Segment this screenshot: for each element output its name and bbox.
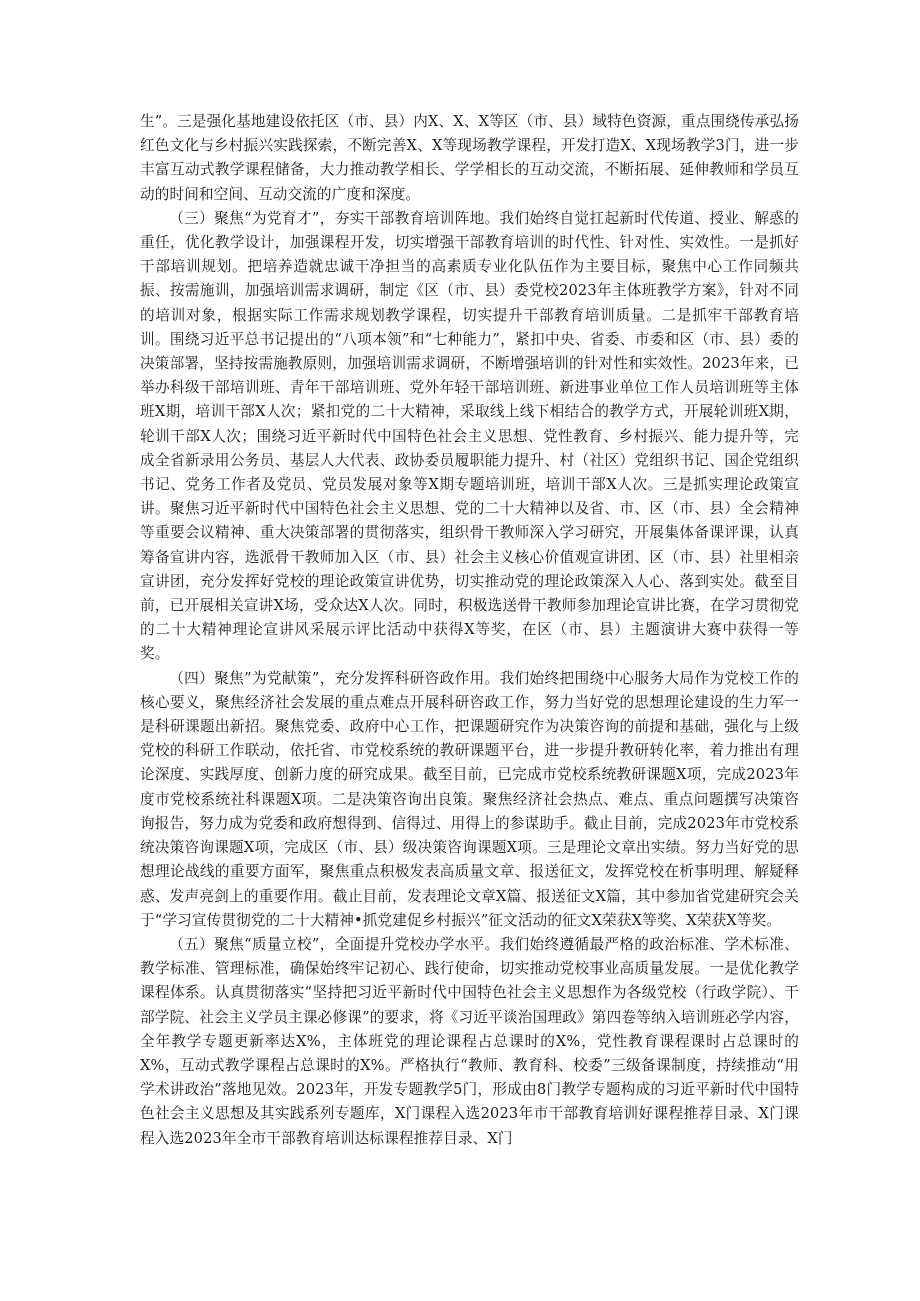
document-body xyxy=(140,110,799,1151)
paragraph-section-3: （三）聚焦“为党育才”，夯实干部教育培训阵地。我们始终自觉扛起新时代传道、授业、解惑的重任，优化教学设计，加强课程开发，切实增强干部教育培训的时代性、针对性、实效性。一是抓好干部培训规划。把培养造就忠诚干净担当的高素质专业化队伍作为主要目标，聚焦中心工作同频共振、按需施训，加强培训需求调研，制定《区（市、县）委党校2023年主体班教学方案》，针对不同的培训对象，根据实际工作需求规划教学课程，切实提升干部教育培训质量。二是抓牢干部教育培训。围绕习近平总书记提出的“八项本领”和“七种能力”，紧扣中央、省委、市委和区（市、县）委的决策部署，坚持按需施教原则，加强培训需求调研，不断增强培训的针对性和实效性。2023年来，已举办科级干部培训班、青年干部培训班、党外年轻干部培训班、新进事业单位工作人员培训班等主体班X期，培训干部X人次；紧扣党的二十大精神，采取线上线下相结合的教学方式，开展轮训班X期，轮训干部X人次；围绕习近平新时代中国特色社会主义思想、党性教育、乡村振兴、能力提升等，完成全省新录用公务员、基层人大代表、政协委员履职能力提升、村（社区）党组织书记、国企党组织书记、党务工作者及党员、党员发展对象等X期专题培训班，培训干部X人次。三是抓实理论政策宣讲。聚焦习近平新时代中国特色社会主义思想、党的二十大精神以及省、市、区（市、县）全会精神等重要会议精神、重大决策部署的贯彻落实，组织骨干教师深入学习研究，开展集体备课评课，认真筹备宣讲内容，选派骨干教师加入区（市、县）社会主义核心价值观宣讲团、区（市、县）社里相亲宣讲团，充分发挥好党校的理论政策宣讲优势，切实推动党的理论政策深入人心、落到实处。截至目前，已开展相关宣讲X场，受众达X人次。同时，积极选送骨干教师参加理论宣讲比赛，在学习贯彻党的二十大精神理论宣讲风采展示评比活动中获得X等奖，在区（市、县）主题演讲大赛中获得一等奖。 xyxy=(140,209,799,663)
paragraph-continuation: 生”。三是强化基地建设依托区（市、县）内X、X、X等区（市、县）域特色资源，重点围绕传承弘扬红色文化与乡村振兴实践探索，不断完善X、X等现场教学课程，开发打造X、X现场教学3门，进一步丰富互动式教学课程储备，大力推动教学相长、学学相长的互动交流，不断拓展、延伸教师和学员互动的时间和空间、互动交流的广度和深度。 xyxy=(140,113,799,203)
paragraph-section-4: （四）聚焦”为党献策”，充分发挥科研咨政作用。我们始终把围绕中心服务大局作为党校工作的核心要义，聚焦经济社会发展的重点难点开展科研咨政工作，努力当好党的思想理论建设的生力军一是科研课题出新招。聚焦党委、政府中心工作，把课题研究作为决策咨询的前提和基础，强化与上级党校的科研工作联动，依托省、市党校系统的教研课题平台，进一步提升教研转化率，着力推出有理论深度、实践厚度、创新力度的研究成果。截至目前，已完成市党校系统教研课题X项，完成2023年度市党校系统社科课题X项。二是决策咨询出良策。聚焦经济社会热点、难点、重点问题撰写决策咨询报告，努力成为党委和政府想得到、信得过、用得上的参谋助手。截止目前，完成2023年市党校系统决策咨询课题X项，完成区（市、县）级决策咨询课题X项。三是理论文章出实绩。努力当好党的思想理论战线的重要方面军，聚焦重点积极发表高质量文章、报送征文，发挥党校在析事明理、解疑释惑、发声亮剑上的重要作用。截止目前，发表理论文章X篇、报送征文X篇，其中参加省党建研究会关于“学习宣传贯彻党的二十大精神•抓党建促乡村振兴”征文活动的征文X荣获X等奖、X荣获X等奖。 xyxy=(140,669,799,929)
paragraph-section-5: （五）聚焦“质量立校”，全面提升党校办学水平。我们始终遵循最严格的政治标准、学术标准、教学标准、管理标准，确保始终牢记初心、践行使命，切实推动党校事业高质量发展。一是优化教学课程体系。认真贯彻落实“坚持把习近平新时代中国特色社会主义思想作为各级党校（行政学院）、干部学院、社会主义学员主课必修课”的要求，将《习近平谈治国理政》第四卷等纳入培训班必学内容，全年教学专题更新率达X%，主体班党的理论课程占总课时的X%，党性教育课程课时占总课时的X%，互动式教学课程占总课时的X%。严格执行“教师、教育科、校委”三级备课制度，持续推动“用学术讲政治”落地见效。2023年，开发专题教学5门，形成由8门教学专题构成的习近平新时代中国特色社会主义思想及其实践系列专题库，X门课程入选2023年市干部教育培训好课程推荐目录、X门课程入选2023年全市干部教育培训达标课程推荐目录、X门 xyxy=(140,935,799,1147)
